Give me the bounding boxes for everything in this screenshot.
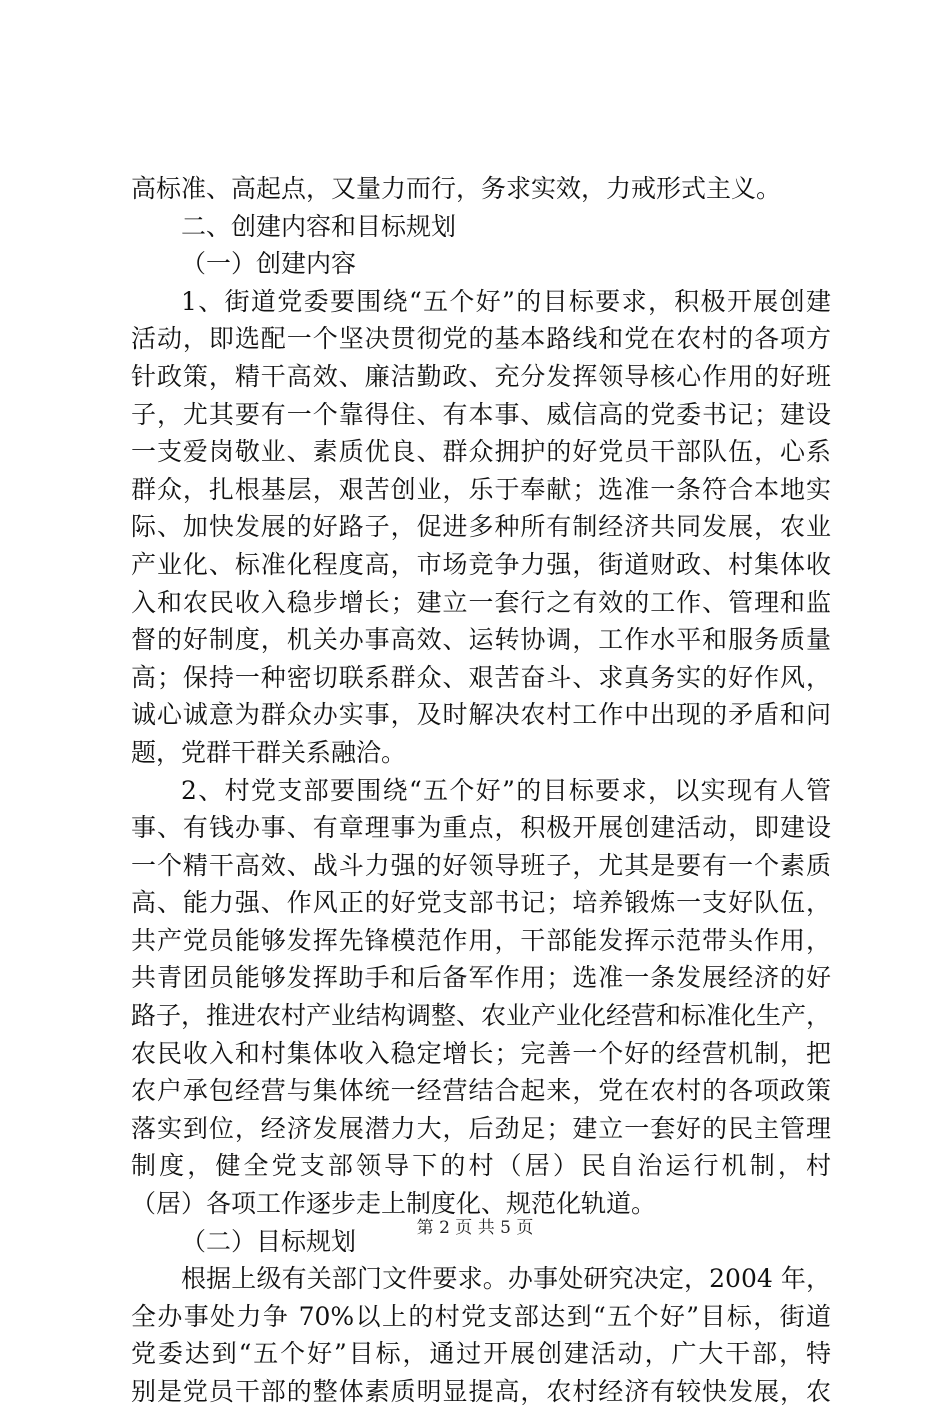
text-line: 1、街道党委要围绕“五个好”的目标要求，积极开展创建 (181, 286, 831, 316)
text-line: 共青团员能够发挥助手和后备军作用；选准一条发展经济的好 (131, 963, 831, 993)
text-line: （二）目标规划 (181, 1226, 357, 1256)
text-line: 全办事处力争 70%以上的村党支部达到“五个好”目标，街道 (131, 1301, 831, 1331)
text-line: 制度，健全党支部领导下的村（居）民自治运行机制，村 (131, 1151, 831, 1181)
text-line: 路子，推进农村产业结构调整、农业产业化经营和标准化生产， (131, 1001, 832, 1031)
text-line: 子，尤其要有一个靠得住、有本事、威信高的党委书记；建设 (131, 399, 831, 429)
text-line: 高；保持一种密切联系群众、艰苦奋斗、求真务实的好作风， (131, 662, 831, 692)
page-footer: 第 2 页 共 5 页 (416, 1218, 534, 1238)
text-line: 诚心诚意为群众办实事，及时解决农村工作中出现的矛盾和问 (131, 700, 831, 730)
text-line: 党委达到“五个好”目标，通过开展创建活动，广大干部，特 (131, 1339, 831, 1369)
text-line: 活动，即选配一个坚决贯彻党的基本路线和党在农村的各项方 (131, 324, 831, 354)
text-line: 高标准、高起点，又量力而行，务求实效，力戒形式主义。 (131, 174, 782, 203)
text-line: 2、村党支部要围绕“五个好”的目标要求，以实现有人管 (181, 775, 831, 805)
text-line: 二、创建内容和目标规划 (181, 211, 457, 241)
text-line: （一）创建内容 (181, 249, 357, 279)
text-line: 高、能力强、作风正的好党支部书记；培养锻炼一支好队伍， (131, 888, 831, 918)
text-line: 针政策，精干高效、廉洁勤政、充分发挥领导核心作用的好班 (131, 361, 831, 391)
text-line: 事、有钱办事、有章理事为重点，积极开展创建活动，即建设 (131, 813, 831, 843)
text-line: 别是党员干部的整体素质明显提高，农村经济有较快发展，农 (131, 1377, 831, 1406)
text-line: （居）各项工作逐步走上制度化、规范化轨道。 (131, 1189, 657, 1219)
text-line: 根据上级有关部门文件要求。办事处研究决定，2004 年， (181, 1264, 831, 1294)
text-line: 一个精干高效、战斗力强的好领导班子，尤其是要有一个素质 (131, 850, 831, 880)
text-line: 农户承包经营与集体统一经营结合起来，党在农村的各项政策 (131, 1076, 831, 1106)
text-line: 题，党群干群关系融洽。 (131, 737, 407, 767)
text-line: 群众，扎根基层，艰苦创业，乐于奉献；选准一条符合本地实 (131, 474, 831, 504)
text-line: 产业化、标准化程度高，市场竞争力强，街道财政、村集体收 (131, 549, 831, 579)
text-line: 共产党员能够发挥先锋模范作用，干部能发挥示范带头作用， (131, 925, 831, 955)
text-line: 一支爱岗敬业、素质优良、群众拥护的好党员干部队伍，心系 (131, 437, 831, 467)
text-line: 农民收入和村集体收入稳定增长；完善一个好的经营机制，把 (131, 1038, 831, 1068)
text-line: 际、加快发展的好路子，促进多种所有制经济共同发展，农业 (131, 512, 831, 542)
text-line: 入和农民收入稳步增长；建立一套行之有效的工作、管理和监 (131, 587, 831, 617)
text-line: 落实到位，经济发展潜力大，后劲足；建立一套好的民主管理 (131, 1113, 831, 1143)
text-line: 督的好制度，机关办事高效、运转协调，工作水平和服务质量 (131, 625, 831, 655)
